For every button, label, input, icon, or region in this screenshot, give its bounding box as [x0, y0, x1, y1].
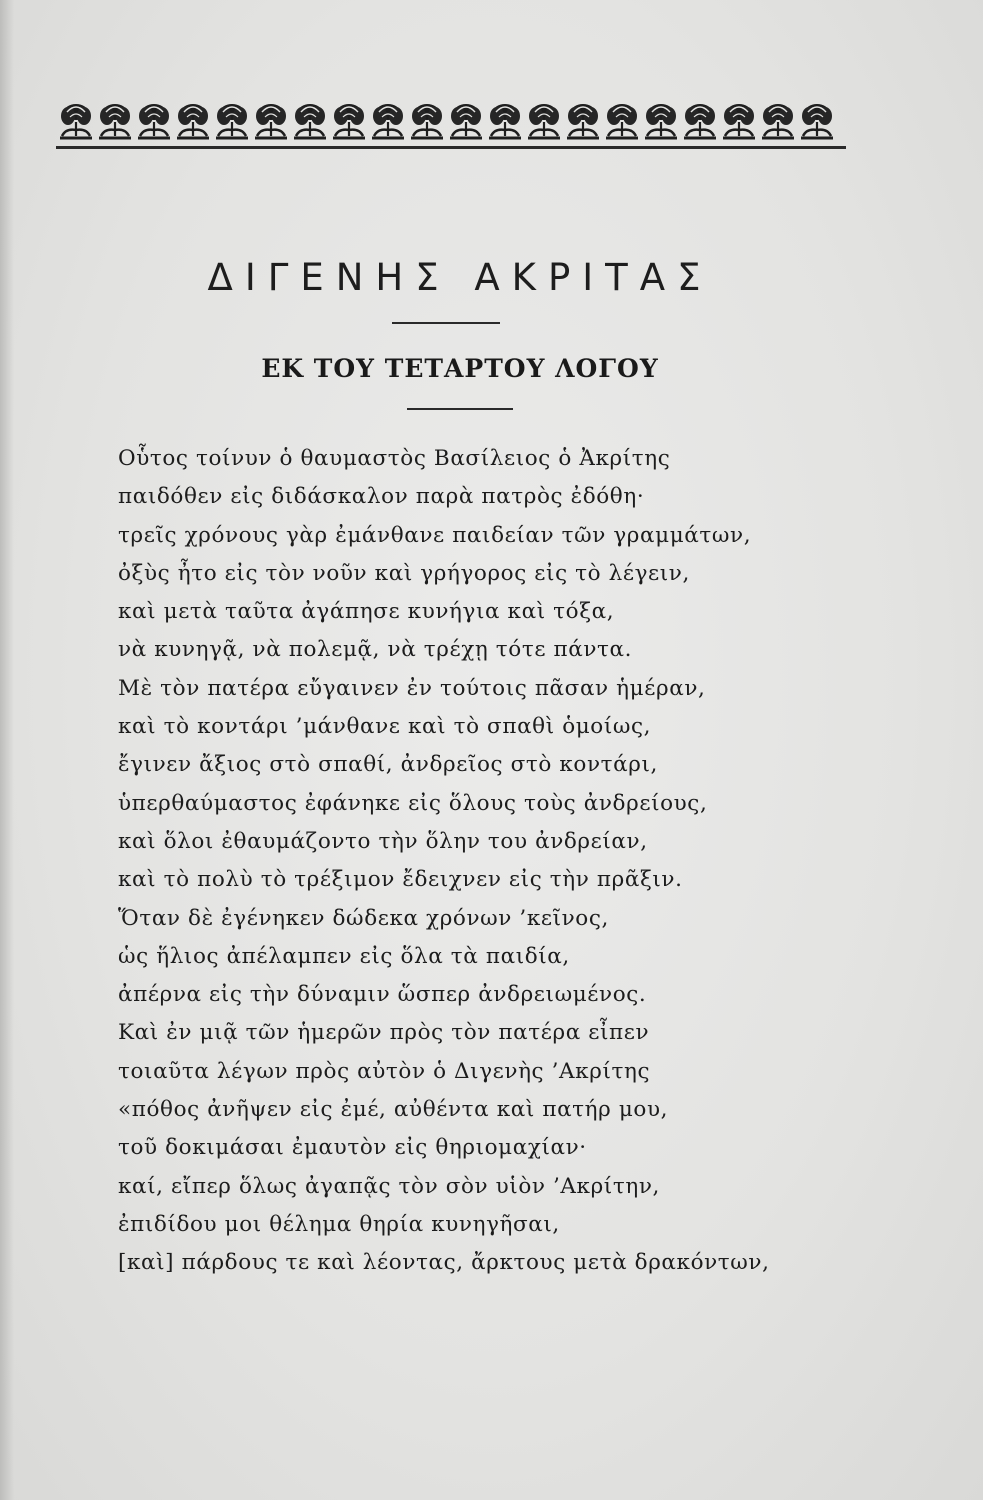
- poem-verse-list: [118, 440, 878, 1283]
- verse-line: ὑπερθαύμαστος ἐφάνηκε εἰς ὅλους τοὺς ἀνδρείους,: [118, 790, 708, 816]
- verse-line: ἐπιδίδου μοι θέλημα θηρία κυνηγῆσαι,: [118, 1211, 560, 1237]
- verse-line: Μὲ τὸν πατέρα εὔγαινεν ἐν τούτοις πᾶσαν ἡμέραν,: [118, 675, 706, 701]
- verse-line: [καὶ] πάρδους τε καὶ λέοντας, ἄρκτους μετὰ δρακόντων,: [118, 1250, 770, 1276]
- verse-line: τρεῖς χρόνους γὰρ ἐμάνθανε παιδείαν τῶν γραμμάτων,: [118, 522, 752, 548]
- verse-line: τοῦ δοκιμάσαι ἐμαυτὸν εἰς θηριομαχίαν·: [118, 1135, 587, 1161]
- section-subtitle: ΕΚ ΤΟΥ ΤΕΤΑΡΤΟΥ ΛΟΓΟΥ: [261, 354, 659, 383]
- page-edge-shadow: [0, 0, 14, 1500]
- verse-line: καὶ τὸ πολὺ τὸ τρέξιμον ἔδειχνεν εἰς τὴν πρᾶξιν.: [118, 867, 683, 893]
- verse-line: παιδόθεν εἰς διδάσκαλον παρὰ πατρὸς ἐδόθη·: [118, 484, 645, 510]
- ornament-underline: [56, 146, 846, 149]
- verse-line: ἀπέρνα εἰς τὴν δύναμιν ὥσπερ ἀνδρειωμένος.: [118, 982, 647, 1008]
- verse-line: Καὶ ἐν μιᾷ τῶν ἡμερῶν πρὸς τὸν πατέρα εἶπεν: [118, 1020, 650, 1046]
- verse-line: ἔγινεν ἄξιος στὸ σπαθί, ἀνδρεῖος στὸ κοντάρι,: [118, 752, 658, 778]
- verse-line: Οὗτος τοίνυν ὁ θαυμαστὸς Βασίλειος ὁ Ἀκρίτης: [118, 446, 671, 471]
- verse-line: «πόθος ἀνῆψεν εἰς ἐμέ, αὐθέντα καὶ πατήρ μου,: [118, 1097, 669, 1123]
- verse-line: καὶ μετὰ ταῦτα ἀγάπησε κυνήγια καὶ τόξα,: [118, 599, 615, 625]
- verse-line: νὰ κυνηγᾷ, νὰ πολεμᾷ, νὰ τρέχῃ τότε πάντα.: [118, 637, 633, 663]
- verse-line: καὶ ὅλοι ἐθαυμάζοντο τὴν ὅλην του ἀνδρείαν,: [118, 828, 648, 854]
- verse-line: καί, εἴπερ ὅλως ἀγαπᾷς τὸν σὸν υἱὸν ’Ακρίτην,: [118, 1173, 660, 1199]
- page-title: ΔΙΓΕΝΗΣ ΑΚΡΙΤΑΣ: [207, 256, 713, 299]
- verse-line: καὶ τὸ κοντάρι ’μάνθανε καὶ τὸ σπαθὶ ὁμοίως,: [118, 714, 652, 740]
- verse-line: ὡς ἥλιος ἀπέλαμπεν εἰς ὅλα τὰ παιδία,: [118, 943, 570, 969]
- title-divider: [392, 322, 500, 324]
- verse-line: Ὅταν δὲ ἐγένηκεν δώδεκα χρόνων ’κεῖνος,: [118, 905, 609, 931]
- verse-line: τοιαῦτα λέγων πρὸς αὐτὸν ὁ Διγενὴς ’Ακρίτης: [118, 1058, 651, 1084]
- floral-band-ornament-icon: [56, 98, 846, 142]
- verse-line: ὀξὺς ἦτο εἰς τὸν νοῦν καὶ γρήγορος εἰς τὸ λέγειν,: [118, 560, 690, 586]
- subtitle-divider: [407, 408, 513, 410]
